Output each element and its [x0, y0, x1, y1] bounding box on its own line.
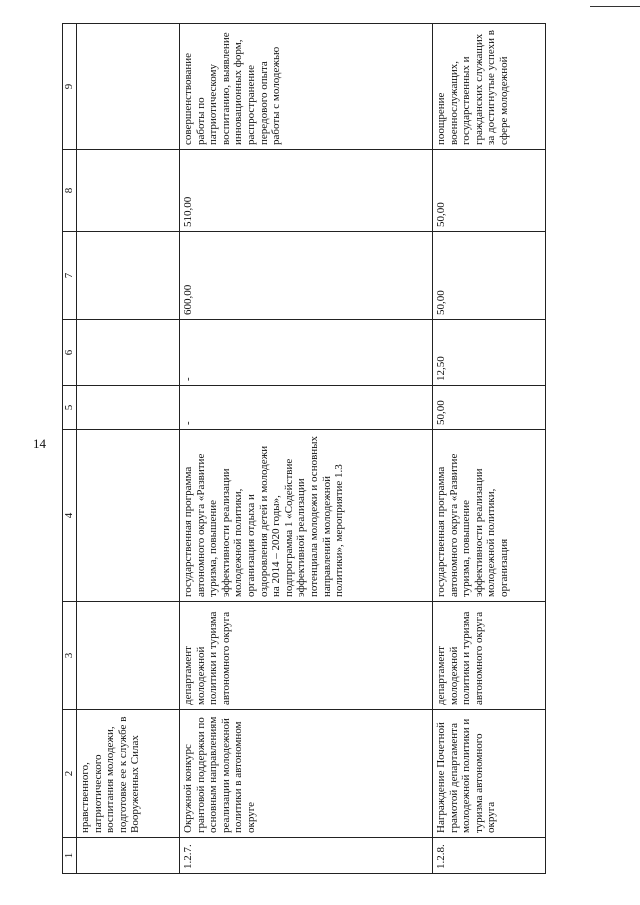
cell-responsible: департамент молодежной политики и туризма автономного округа — [180, 602, 433, 710]
cell-value-6: 12,50 — [433, 320, 546, 386]
cell-value-7 — [77, 232, 180, 320]
column-header: 6 — [63, 320, 77, 386]
cell-value-5: 50,00 — [433, 386, 546, 430]
column-header: 2 — [63, 710, 77, 838]
table-row — [180, 24, 433, 874]
column-header: 9 — [63, 24, 77, 150]
measures-table — [62, 23, 546, 874]
cell-item-number: 1.2.8. — [433, 838, 546, 874]
page-number: 14 — [33, 436, 46, 451]
cell-value-5 — [77, 386, 180, 430]
cell-expected-result: поощрение военнослужащих, государственных и гражданских служащих за достигнутые успехи в сфере молодежной — [433, 24, 546, 150]
cell-measure-name: Награждение Почетной грамотой департамента молодежной политики и туризма автономного округа — [433, 710, 546, 838]
cell-item-number: 1.2.7. — [180, 838, 433, 874]
column-header: 4 — [63, 430, 77, 602]
column-header: 5 — [63, 386, 77, 430]
cell-funding-source: государственная программа автономного округа «Развитие туризма, повышение эффективности реализации молодежной политики, организация — [433, 430, 546, 602]
cell-funding-source — [77, 430, 180, 602]
cell-expected-result: совершенствование работы по патриотическому воспитанию, выявление инновационных форм, распространение передового опыта работы с молодежью — [180, 24, 433, 150]
corner-mark — [590, 0, 640, 7]
cell-value-8: 510,00 — [180, 150, 433, 232]
rotated-table-container — [62, 24, 567, 874]
cell-value-8 — [77, 150, 180, 232]
cell-responsible: департамент молодежной политики и туризма автономного округа — [433, 602, 546, 710]
table-row — [77, 24, 180, 874]
column-header: 3 — [63, 602, 77, 710]
cell-item-number — [77, 838, 180, 874]
cell-value-7: 600,00 — [180, 232, 433, 320]
table-header-row — [63, 24, 77, 874]
cell-value-6 — [77, 320, 180, 386]
cell-value-7: 50,00 — [433, 232, 546, 320]
cell-measure-name: Окружной конкурс грантовой поддержки по основным направлениям реализации молодежной политики в автономном округе — [180, 710, 433, 838]
cell-value-6: - — [180, 320, 433, 386]
cell-funding-source: государственная программа автономного округа «Развитие туризма, повышение эффективности реализации молодежной политики, организация отдыха и оздоровления детей и молодежи на 2014 – 2020 годы», подпрограмма 1 «Содействие эффективной реализации потенциала молодежи и основных направлений молодежной политики», мероприятие 1.3 — [180, 430, 433, 602]
cell-responsible — [77, 602, 180, 710]
column-header: 1 — [63, 838, 77, 874]
cell-value-5: - — [180, 386, 433, 430]
column-header: 8 — [63, 150, 77, 232]
cell-value-8: 50,00 — [433, 150, 546, 232]
cell-expected-result — [77, 24, 180, 150]
table-row — [433, 24, 546, 874]
cell-measure-name: нравственного, патриотического воспитания молодежи, подготовке ее к службе в Вооруженных Силах — [77, 710, 180, 838]
column-header: 7 — [63, 232, 77, 320]
